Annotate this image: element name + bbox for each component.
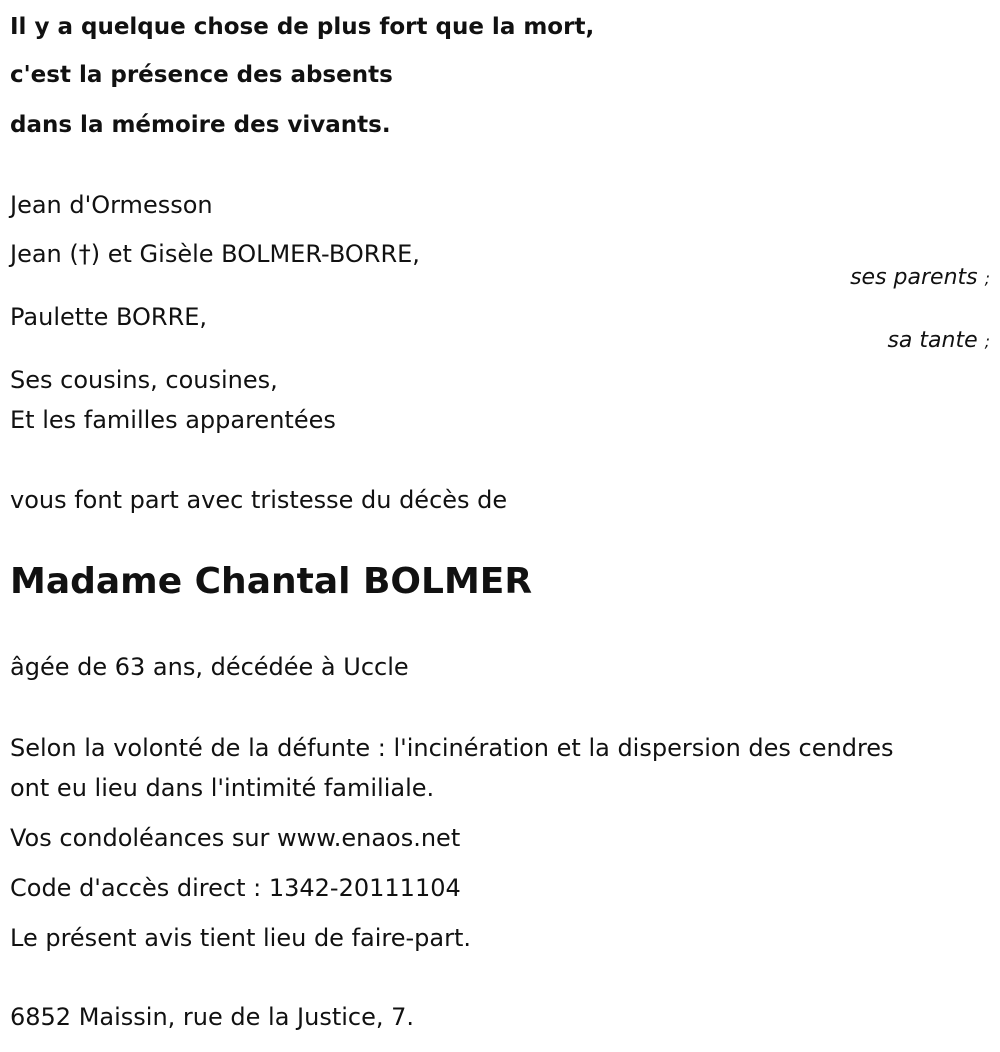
condolences-line: Vos condoléances sur www.enaos.net: [10, 824, 461, 852]
families-line: Et les familles apparentées: [10, 406, 336, 434]
quote-line-3: dans la mémoire des vivants.: [10, 112, 391, 138]
age-place: âgée de 63 ans, décédée à Uccle: [10, 653, 409, 681]
aunt-relation: [887, 327, 990, 356]
details-line-2: ont eu lieu dans l'intimité familiale.: [10, 774, 435, 802]
quote-author: Jean d'Ormesson: [10, 191, 213, 219]
quote-line-1: Il y a quelque chose de plus fort que la mort,: [10, 14, 595, 40]
aunt-relation-semicolon: ;: [984, 332, 990, 351]
access-code-line: Code d'accès direct : 1342-20111104: [10, 874, 461, 902]
aunt-name: Paulette BORRE,: [10, 303, 208, 331]
announcement-text: vous font part avec tristesse du décès de: [10, 486, 508, 514]
quote-line-2: c'est la présence des absents: [10, 62, 393, 88]
parents-name: Jean (†) et Gisèle BOLMER-BORRE,: [10, 240, 420, 268]
aunt-relation-label: sa tante: [887, 328, 978, 353]
notice-line: Le présent avis tient lieu de faire-part.: [10, 924, 472, 952]
details-line-1: Selon la volonté de la défunte : l'incinération et la dispersion des cendres: [10, 734, 894, 762]
parents-relation-label: ses parents: [850, 265, 978, 290]
cousins-line: Ses cousins, cousines,: [10, 366, 278, 394]
deceased-name: Madame Chantal BOLMER: [10, 561, 533, 602]
parents-relation: [850, 264, 990, 293]
address-line: 6852 Maissin, rue de la Justice, 7.: [10, 1003, 415, 1031]
parents-relation-semicolon: ;: [984, 269, 990, 288]
